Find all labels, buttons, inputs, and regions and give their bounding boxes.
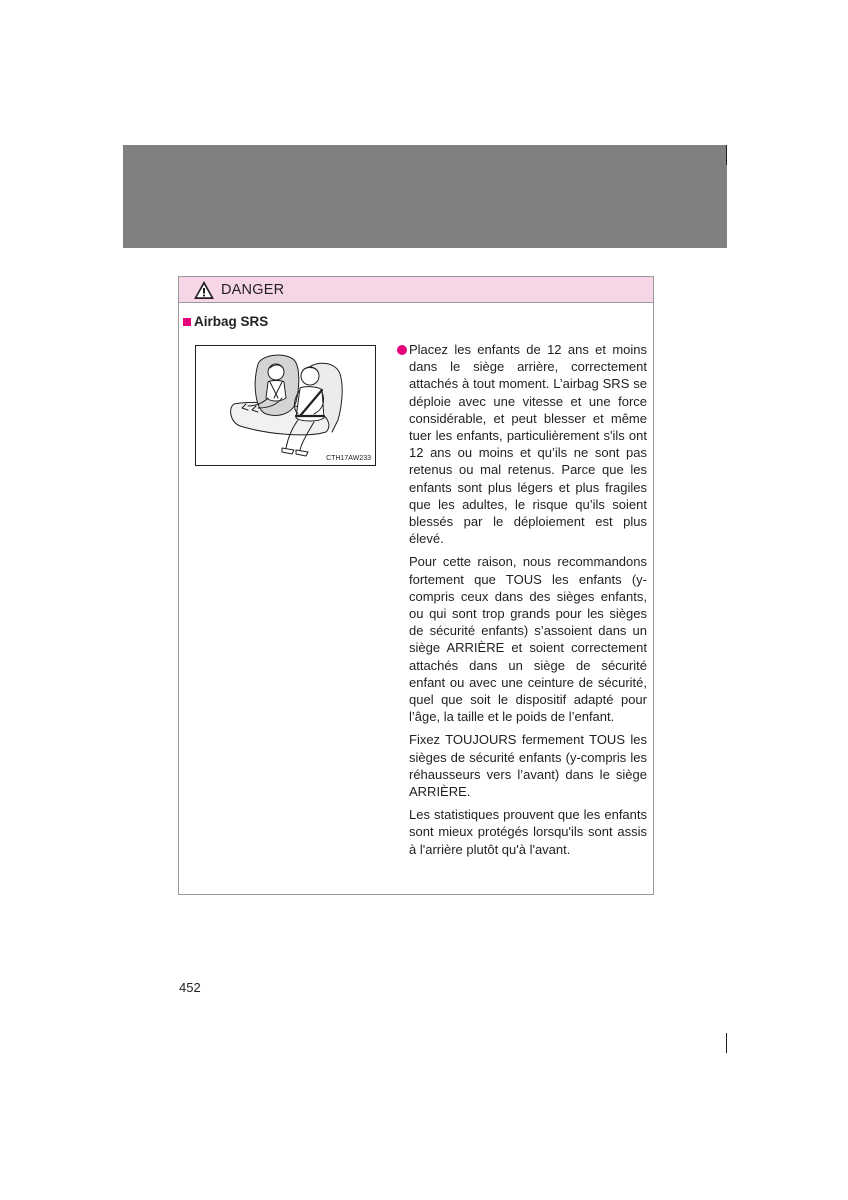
danger-box	[178, 276, 654, 895]
danger-title: DANGER	[221, 281, 285, 298]
bullet-circle-icon	[397, 345, 407, 355]
section-heading-text: Airbag SRS	[194, 314, 269, 329]
danger-header	[179, 277, 653, 303]
children-in-rear-seat-image	[196, 346, 375, 465]
warning-triangle-icon	[193, 280, 215, 300]
chapter-header-band	[123, 145, 727, 248]
danger-paragraph: Fixez TOUJOURS fermement TOUS les sièges de sécurité enfants (y-compris les réhausseurs vers l’avant) dans le siège ARRIÈRE.	[409, 732, 647, 800]
danger-paragraph: Placez les enfants de 12 ans et moins dans le siège arrière, correctement attachés à tout moment. L’airbag SRS se déploie avec une vitesse et une force considérable, et peut blesser et même tuer les enfants, particulièrement s'ils ont 12 ans ou moins et qu’ils ne sont pas retenus ou mal retenus. Parce que les enfants sont plus légers et plus fragiles que les adultes, le risque qu’ils soient blessés par le déploiement est plus élevé.	[409, 342, 647, 547]
crop-mark-bottom	[726, 1033, 727, 1053]
danger-paragraph: Pour cette raison, nous recommandons fortement que TOUS les enfants (y-compris ceux dans des sièges enfants, ou qui sont trop grands pour les sièges de sécurité enfants) s’assoient dans un siège ARRIÈRE et soient correctement attachés dans un siège de sécurité enfant ou avec une ceinture de sécurité, quel que soit le dispositif adapté pour l’âge, la taille et le poids de l’enfant.	[409, 554, 647, 725]
danger-paragraph: Les statistiques prouvent que les enfants sont mieux protégés lorsqu'ils sont assis à l'arrière plutôt qu'à l'avant.	[409, 807, 647, 857]
crop-mark-top	[726, 145, 727, 165]
child-seat-illustration	[195, 345, 376, 466]
danger-text	[409, 341, 647, 864]
page-number: 452	[179, 980, 201, 995]
section-heading	[183, 314, 268, 329]
section-marker-square	[183, 318, 191, 326]
figure-code: CTH17AW233	[326, 455, 371, 462]
